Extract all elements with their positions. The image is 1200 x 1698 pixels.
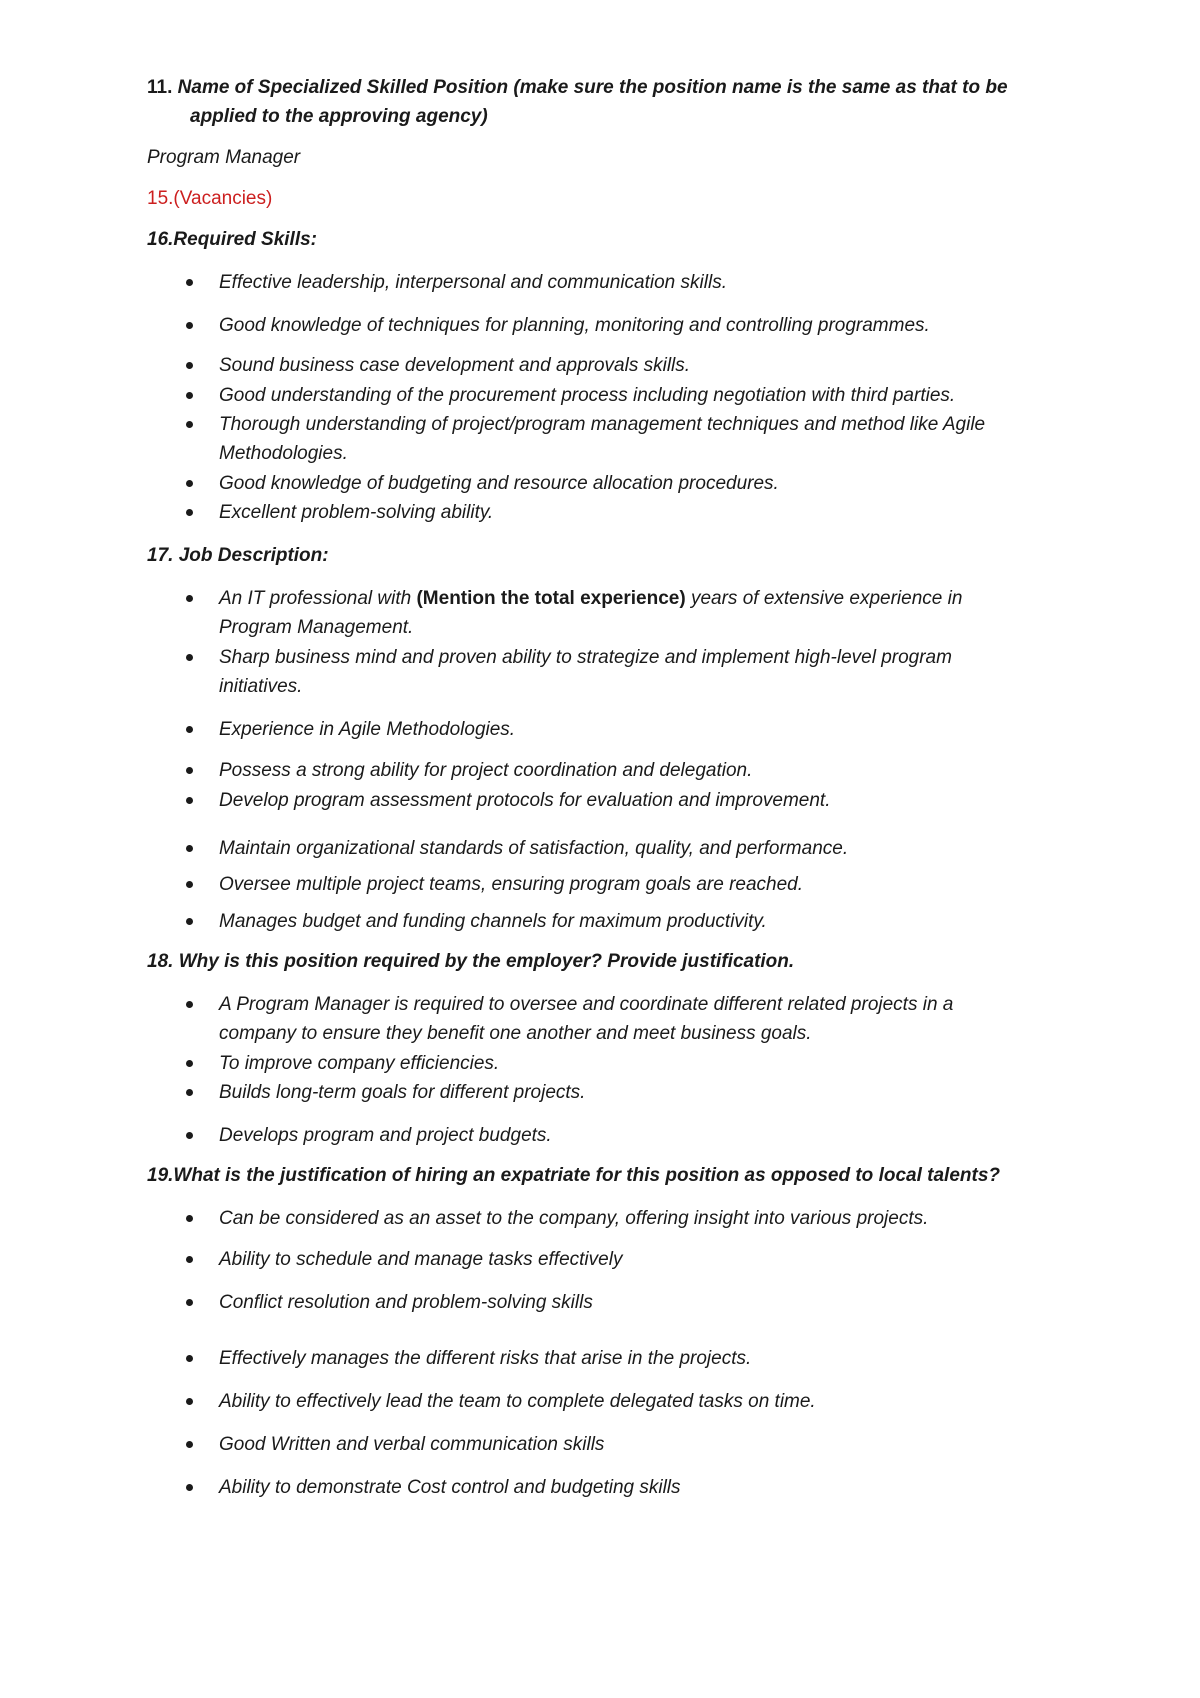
q11-heading-line1: Name of Specialized Skilled Position (make sure the position name is the same as that to be — [177, 77, 1008, 98]
list-item-text: Can be considered as an asset to the company, offering insight into various projects. — [219, 1208, 929, 1229]
list-item-text: Builds long-term goals for different projects. — [219, 1082, 586, 1103]
list-item-text-continued: company to ensure they benefit one another and meet business goals. — [219, 1023, 812, 1044]
list-item-text: Good knowledge of budgeting and resource allocation procedures. — [219, 473, 779, 494]
list-item-text: To improve company efficiencies. — [219, 1053, 500, 1074]
list-item-text: Good understanding of the procurement process including negotiation with third parties. — [219, 385, 956, 406]
list-item-text: Excellent problem-solving ability. — [219, 502, 494, 523]
list-item-text-pre: An IT professional with — [219, 588, 417, 609]
q15-label: 15.(Vacancies) — [147, 188, 273, 209]
list-item-text: Ability to schedule and manage tasks effectively — [219, 1249, 623, 1270]
list-item-text: Oversee multiple project teams, ensuring program goals are reached. — [219, 874, 804, 895]
list-item-text: Develops program and project budgets. — [219, 1125, 552, 1146]
bullet-icon — [186, 726, 193, 733]
bullet-icon — [186, 1060, 193, 1067]
q16-heading: 16.Required Skills: — [147, 229, 318, 250]
q11-heading — [147, 73, 1067, 102]
bullet-icon — [186, 392, 193, 399]
list-item-text: Maintain organizational standards of satisfaction, quality, and performance. — [219, 838, 849, 859]
bullet-icon — [186, 654, 193, 661]
list-item-text: Possess a strong ability for project coordination and delegation. — [219, 760, 753, 781]
bullet-icon — [186, 1355, 193, 1362]
q17-heading: 17. Job Description: — [147, 545, 329, 566]
list-item-text-continued: initiatives. — [219, 676, 303, 697]
list-item-text: Effective leadership, interpersonal and communication skills. — [219, 272, 727, 293]
q11-number: 11. — [147, 77, 173, 98]
bullet-icon — [186, 421, 193, 428]
bullet-icon — [186, 1089, 193, 1096]
bullet-icon — [186, 797, 193, 804]
list-item-text-continued: Methodologies. — [219, 443, 348, 464]
list-item-text: Manages budget and funding channels for maximum productivity. — [219, 911, 767, 932]
bullet-icon — [186, 1398, 193, 1405]
list-item-text: Good Written and verbal communication skills — [219, 1434, 605, 1455]
list-item-text: Develop program assessment protocols for evaluation and improvement. — [219, 790, 831, 811]
bullet-icon — [186, 1132, 193, 1139]
bullet-icon — [186, 845, 193, 852]
list-item-text — [219, 584, 962, 613]
bullet-icon — [186, 918, 193, 925]
bullet-icon — [186, 1299, 193, 1306]
list-item-text: Thorough understanding of project/program management techniques and method like Agile — [219, 414, 986, 435]
list-item-text: Sharp business mind and proven ability to strategize and implement high-level program — [219, 647, 952, 668]
bullet-icon — [186, 595, 193, 602]
bullet-icon — [186, 1484, 193, 1491]
bullet-icon — [186, 1001, 193, 1008]
bullet-icon — [186, 480, 193, 487]
list-item-text: Conflict resolution and problem-solving skills — [219, 1292, 593, 1313]
q19-heading: 19.What is the justification of hiring an expatriate for this position as opposed to local talents? — [147, 1165, 1000, 1186]
q18-heading: 18. Why is this position required by the employer? Provide justification. — [147, 951, 795, 972]
list-item-text: Ability to demonstrate Cost control and budgeting skills — [219, 1477, 681, 1498]
list-item-text: Sound business case development and approvals skills. — [219, 355, 691, 376]
list-item-text: Experience in Agile Methodologies. — [219, 719, 516, 740]
bullet-icon — [186, 1256, 193, 1263]
bullet-icon — [186, 322, 193, 329]
bullet-icon — [186, 362, 193, 369]
list-item-text-post: years of extensive experience in — [685, 588, 963, 609]
experience-placeholder: (Mention the total experience) — [416, 588, 686, 609]
q11-answer: Program Manager — [147, 147, 301, 168]
bullet-icon — [186, 881, 193, 888]
list-item-text: A Program Manager is required to oversee and coordinate different related projects in a — [219, 994, 954, 1015]
bullet-icon — [186, 1215, 193, 1222]
bullet-icon — [186, 1441, 193, 1448]
list-item-text-continued: Program Management. — [219, 617, 414, 638]
bullet-icon — [186, 279, 193, 286]
bullet-icon — [186, 509, 193, 516]
list-item-text: Effectively manages the different risks that arise in the projects. — [219, 1348, 752, 1369]
bullet-icon — [186, 767, 193, 774]
q11-heading-line2: applied to the approving agency) — [190, 106, 488, 127]
list-item-text: Ability to effectively lead the team to complete delegated tasks on time. — [219, 1391, 816, 1412]
list-item-text: Good knowledge of techniques for planning, monitoring and controlling programmes. — [219, 315, 930, 336]
